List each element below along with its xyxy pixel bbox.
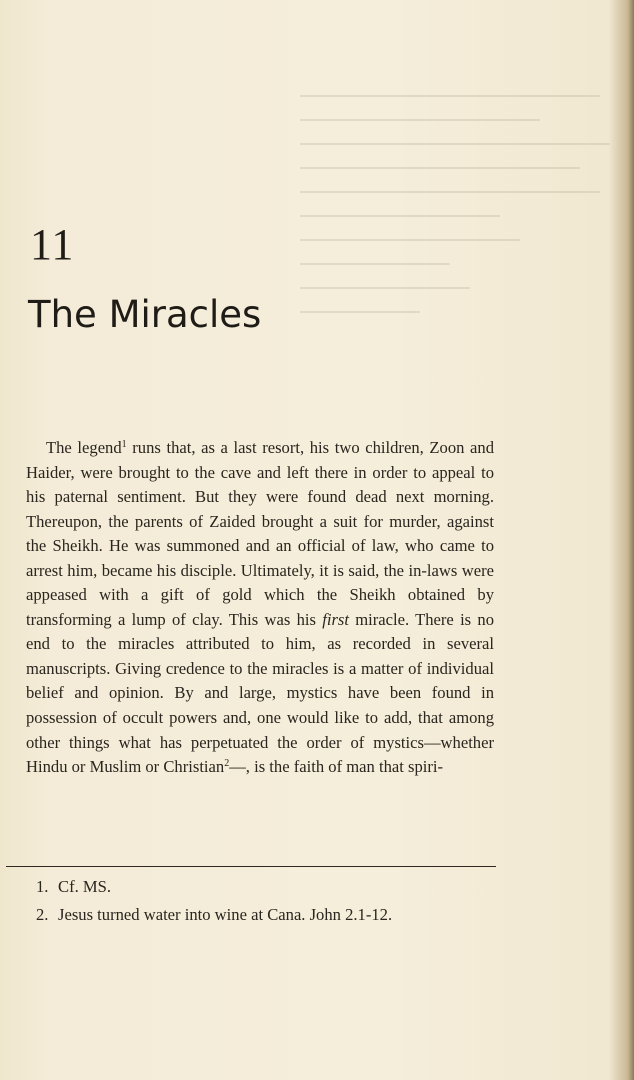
- footnote-text: Jesus turned water into wine at Cana. John 2.1-12.: [58, 905, 393, 924]
- footnotes: [36, 874, 496, 930]
- footnote-ref: 1: [121, 439, 127, 450]
- body-text-part: runs that, as a last resort, his two children, Zoon and Haider, were brought to the cave and left there in order to appeal to his paternal sentiment. But they were found dead next morning. Thereupon, the parents of Zaided brought a suit for murder, against the Sheikh. He was summoned and an official of law, who came to arrest him, became his disciple. Ultimately, it is said, the in-laws were appeased with a gift of gold which the Sheikh obtained by transforming a lump of clay. This was his: [26, 438, 494, 629]
- body-text-part: The legend: [46, 438, 122, 457]
- footnote-number: 1.: [36, 877, 49, 896]
- footnote: [36, 874, 496, 899]
- body-paragraph: [26, 436, 494, 780]
- footnote: [36, 902, 496, 927]
- chapter-title: The Miracles: [28, 293, 262, 336]
- footnote-ref: 2: [224, 758, 230, 770]
- footnote-number: 2.: [36, 905, 49, 924]
- footnote-text: Cf. MS.: [58, 877, 112, 896]
- show-through-texture: [300, 95, 620, 425]
- body-text-part: —, is the faith of man that spiri-: [229, 757, 444, 777]
- footnote-divider: [6, 866, 496, 867]
- chapter-number: 11: [30, 220, 75, 269]
- emphasis-text: first: [322, 609, 349, 629]
- body-text-part: miracle. There is no end to the miracles attributed to him, as recorded in several manuscripts. Giving credence to the miracles is a matter of individual belief and opinion. By and large, mystics have been found in possession of occult powers and, one would like to add, that among other things what has perpetuated the order of mystics—whether Hindu or Muslim or Christian: [26, 609, 494, 777]
